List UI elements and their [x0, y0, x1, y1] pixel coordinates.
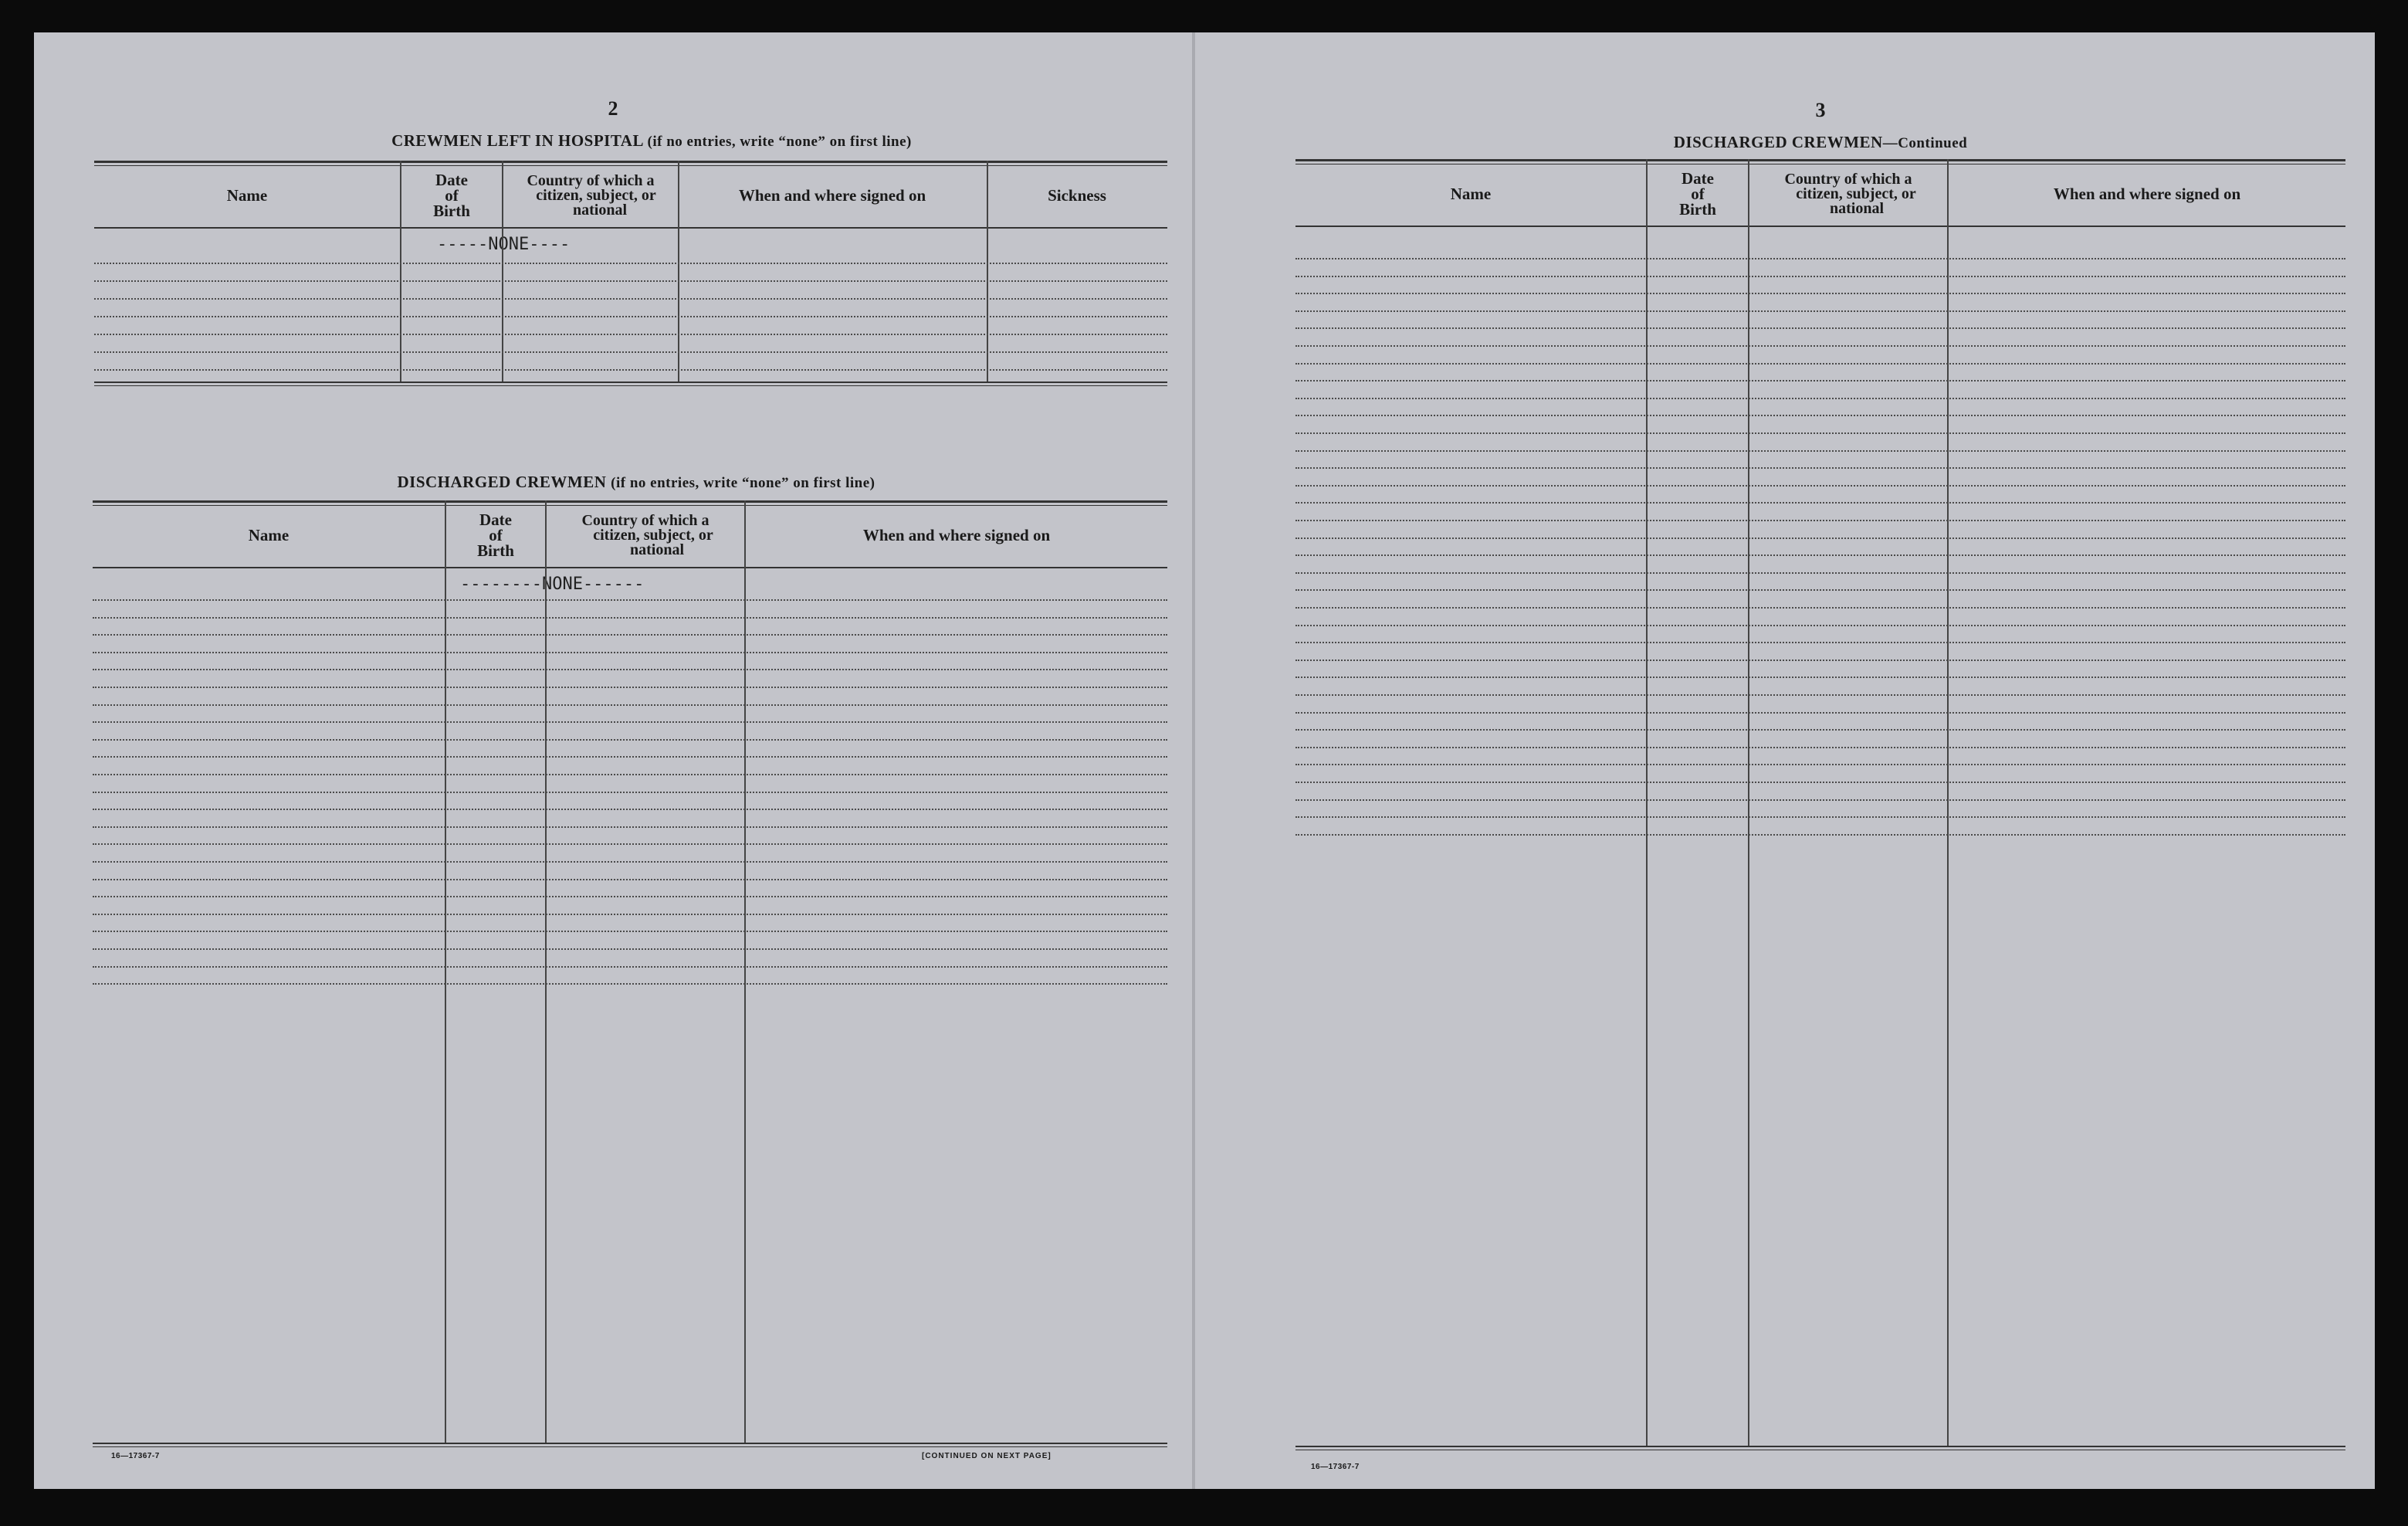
- col-header-signed: When and where signed on: [2053, 185, 2241, 203]
- column-divider: [1947, 159, 1949, 1446]
- form-number: 16—17367-7: [1311, 1463, 1360, 1471]
- ruled-row: [93, 948, 1167, 950]
- ruled-row: [93, 704, 1167, 706]
- ruled-row: [93, 843, 1167, 845]
- column-divider: [545, 500, 547, 1443]
- ruled-row: [1295, 607, 2345, 609]
- col-header-country: Country of which a citizen, subject, or national: [581, 511, 713, 558]
- ruled-row: [93, 617, 1167, 619]
- ruled-row: [93, 669, 1167, 670]
- right-section-title: [1612, 133, 2029, 152]
- hospital-table: [94, 161, 1167, 446]
- ruled-row: [1295, 625, 2345, 626]
- ruled-row: [1295, 834, 2345, 836]
- ruled-row: [1295, 642, 2345, 643]
- column-divider: [502, 161, 503, 382]
- col-header-signed: When and where signed on: [862, 526, 1051, 544]
- discharged-entry-none: --------NONE------: [460, 575, 645, 594]
- ruled-row: [93, 599, 1167, 601]
- ruled-row: [1295, 258, 2345, 259]
- table-bottom-rule: [93, 1443, 1167, 1447]
- ruled-row: [1295, 520, 2345, 521]
- discharged-table: [93, 500, 1167, 1419]
- column-divider: [678, 161, 679, 382]
- continued-note: [CONTINUED ON NEXT PAGE]: [922, 1452, 1052, 1460]
- col-header-sickness: Sickness: [1048, 186, 1106, 205]
- left-page: [34, 32, 1195, 1489]
- right-title-continued: —Continued: [1882, 135, 1968, 151]
- ruled-row: [1295, 293, 2345, 294]
- document-sheet: [34, 32, 2375, 1489]
- ruled-row: [1295, 799, 2345, 801]
- col-header-name: Name: [1450, 185, 1492, 203]
- ruled-row: [1295, 467, 2345, 469]
- ruled-row: [1295, 310, 2345, 312]
- ruled-row: [1295, 816, 2345, 818]
- ruled-row: [1295, 415, 2345, 416]
- column-divider: [400, 161, 401, 382]
- discharged-section-title: [127, 473, 1146, 492]
- discharged-continued-table: [1295, 159, 2345, 1426]
- table-bottom-rule: [1295, 1446, 2345, 1450]
- hospital-title-note: (if no entries, write “none” on first line): [647, 134, 912, 150]
- col-header-dob: Date of Birth: [1679, 169, 1716, 219]
- ruled-row: [93, 634, 1167, 636]
- ruled-row: [1295, 537, 2345, 539]
- ruled-row: [94, 263, 1167, 264]
- ruled-row: [1295, 450, 2345, 452]
- ruled-row: [1295, 554, 2345, 556]
- col-header-dob: Date of Birth: [433, 171, 470, 220]
- ruled-row: [1295, 782, 2345, 783]
- ruled-row: [1295, 572, 2345, 574]
- ruled-row: [1295, 345, 2345, 347]
- table-bottom-rule: [94, 382, 1167, 386]
- right-page: [1195, 32, 2375, 1489]
- ruled-row: [94, 298, 1167, 300]
- ruled-row: [93, 721, 1167, 723]
- right-title-text: DISCHARGED CREWMEN: [1673, 133, 1883, 151]
- page-number: 2: [608, 97, 618, 120]
- discharged-title-note: (if no entries, write “none” on first line): [611, 475, 875, 491]
- ruled-row: [94, 334, 1167, 335]
- ruled-row: [93, 826, 1167, 828]
- ruled-row: [93, 879, 1167, 880]
- ruled-row: [1295, 677, 2345, 678]
- ruled-row: [1295, 502, 2345, 504]
- column-divider: [445, 500, 446, 1443]
- ruled-row: [94, 351, 1167, 353]
- col-header-country: Country of which a citizen, subject, or national: [527, 171, 656, 219]
- ruled-row: [93, 931, 1167, 932]
- ruled-row: [93, 739, 1167, 741]
- ruled-row: [93, 983, 1167, 985]
- ruled-row: [1295, 694, 2345, 696]
- discharged-title-text: DISCHARGED CREWMEN: [397, 473, 607, 491]
- ruled-row: [93, 809, 1167, 810]
- hospital-section-title: [127, 131, 1177, 151]
- col-header-signed: When and where signed on: [738, 186, 926, 205]
- ruled-row: [93, 756, 1167, 758]
- column-divider: [744, 500, 746, 1443]
- form-number: 16—17367-7: [111, 1452, 160, 1460]
- ruled-row: [93, 861, 1167, 863]
- ruled-row: [1295, 712, 2345, 714]
- ruled-row: [93, 652, 1167, 653]
- ruled-row: [1295, 729, 2345, 731]
- ruled-row: [1295, 327, 2345, 329]
- column-divider: [1748, 159, 1749, 1446]
- ruled-row: [93, 896, 1167, 897]
- ruled-row: [1295, 276, 2345, 277]
- col-header-name: Name: [226, 186, 268, 205]
- ruled-row: [93, 914, 1167, 915]
- page-number: 3: [1815, 99, 1826, 121]
- ruled-row: [1295, 398, 2345, 399]
- ruled-row: [1295, 485, 2345, 487]
- ruled-row: [1295, 432, 2345, 434]
- hospital-entry-none: -----NONE----: [437, 235, 571, 254]
- ruled-row: [1295, 589, 2345, 591]
- ruled-row: [93, 774, 1167, 775]
- ruled-row: [1295, 380, 2345, 382]
- hospital-title-text: CREWMEN LEFT IN HOSPITAL: [391, 131, 643, 150]
- col-header-name: Name: [248, 526, 290, 544]
- ruled-row: [93, 792, 1167, 793]
- ruled-row: [1295, 363, 2345, 365]
- column-divider: [987, 161, 988, 382]
- ruled-row: [94, 316, 1167, 317]
- col-header-dob: Date of Birth: [477, 510, 514, 560]
- ruled-row: [94, 369, 1167, 371]
- ruled-row: [93, 966, 1167, 968]
- ruled-row: [1295, 764, 2345, 765]
- col-header-country: Country of which a citizen, subject, or national: [1784, 170, 1916, 217]
- ruled-row: [1295, 747, 2345, 748]
- ruled-row: [1295, 660, 2345, 661]
- ruled-row: [94, 280, 1167, 282]
- column-divider: [1646, 159, 1648, 1446]
- ruled-row: [93, 687, 1167, 688]
